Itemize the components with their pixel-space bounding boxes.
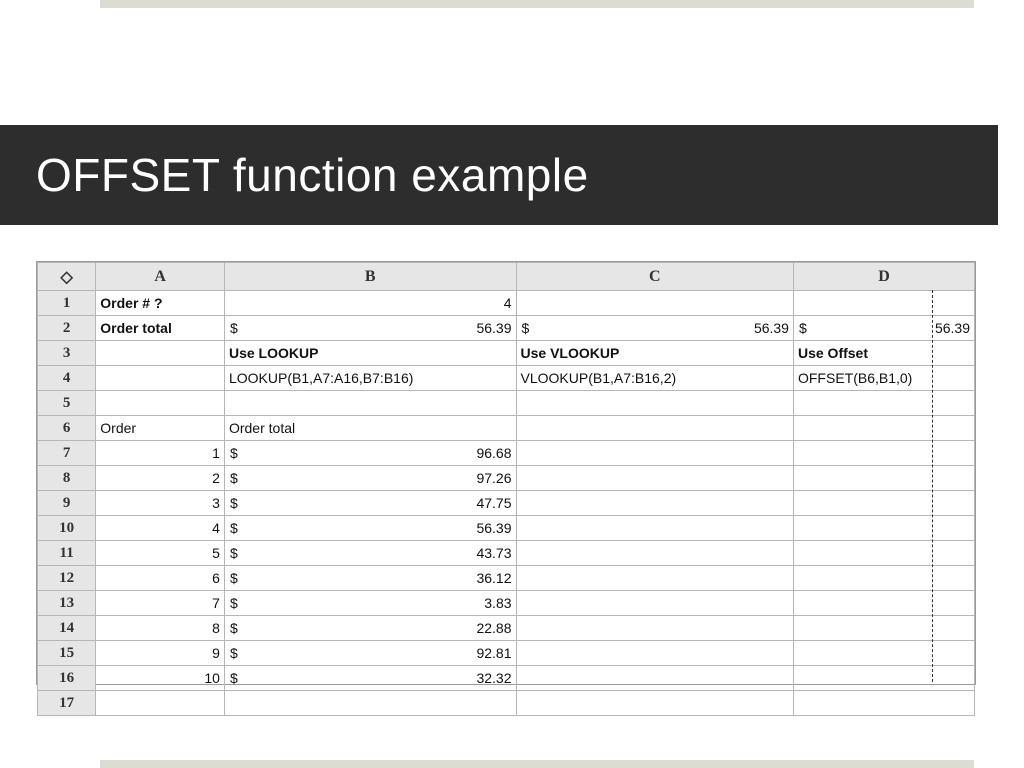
- spreadsheet-screenshot: [36, 261, 976, 711]
- row-header-15[interactable]: 15: [38, 641, 96, 666]
- cell-B14[interactable]: [224, 616, 516, 641]
- cell-B5[interactable]: [224, 391, 516, 416]
- currency-symbol: $: [229, 570, 238, 586]
- cell-C10[interactable]: [516, 516, 793, 541]
- currency-symbol: $: [229, 495, 238, 511]
- table-row: [38, 291, 975, 316]
- cell-A2[interactable]: Order total: [96, 316, 225, 341]
- currency-symbol: $: [229, 320, 238, 336]
- currency-symbol: $: [229, 520, 238, 536]
- row-header-14[interactable]: 14: [38, 616, 96, 641]
- cell-B12[interactable]: [224, 566, 516, 591]
- row-header-16[interactable]: 16: [38, 666, 96, 691]
- cell-A3[interactable]: [96, 341, 225, 366]
- row-header-13[interactable]: 13: [38, 591, 96, 616]
- currency-value: 47.75: [476, 495, 512, 511]
- cell-D10[interactable]: [793, 516, 974, 541]
- currency-symbol: $: [229, 470, 238, 486]
- cell-A4[interactable]: [96, 366, 225, 391]
- currency-symbol: $: [229, 545, 238, 561]
- table-row: [38, 441, 975, 466]
- table-row: [38, 541, 975, 566]
- currency-value: 56.39: [476, 320, 512, 336]
- cell-B11[interactable]: [224, 541, 516, 566]
- cell-D15[interactable]: [793, 641, 974, 666]
- cell-B8[interactable]: [224, 466, 516, 491]
- table-row: [38, 641, 975, 666]
- cell-B6[interactable]: Order total: [224, 416, 516, 441]
- column-header-c[interactable]: C: [516, 263, 793, 291]
- currency-value: 97.26: [476, 470, 512, 486]
- cell-B16[interactable]: [224, 666, 516, 691]
- cell-C15[interactable]: [516, 641, 793, 666]
- row-header-11[interactable]: 11: [38, 541, 96, 566]
- table-row-partial: [38, 691, 975, 716]
- table-row: [38, 591, 975, 616]
- cell-D6[interactable]: [793, 416, 974, 441]
- currency-value: 22.88: [476, 620, 512, 636]
- table-row: [38, 516, 975, 541]
- cell-C3[interactable]: Use VLOOKUP: [516, 341, 793, 366]
- cell-C8[interactable]: [516, 466, 793, 491]
- cell-C7[interactable]: [516, 441, 793, 466]
- table-row: [38, 566, 975, 591]
- cell-D12[interactable]: [793, 566, 974, 591]
- row-header-8[interactable]: 8: [38, 466, 96, 491]
- cell-D4[interactable]: OFFSET(B6,B1,0): [793, 366, 974, 391]
- cell-D13[interactable]: [793, 591, 974, 616]
- row-header-3[interactable]: 3: [38, 341, 96, 366]
- table-row: [38, 616, 975, 641]
- cell-C9[interactable]: [516, 491, 793, 516]
- cell-D5[interactable]: [793, 391, 974, 416]
- currency-value: 56.39: [934, 320, 970, 336]
- table-row: [38, 416, 975, 441]
- currency-symbol: $: [229, 445, 238, 461]
- cell-C12[interactable]: [516, 566, 793, 591]
- decorative-bar-bottom: [100, 760, 974, 768]
- currency-symbol: $: [229, 620, 238, 636]
- cell-C11[interactable]: [516, 541, 793, 566]
- column-header-row: [38, 263, 975, 291]
- currency-value: 36.12: [476, 570, 512, 586]
- cell-A6[interactable]: Order: [96, 416, 225, 441]
- currency-symbol: $: [229, 595, 238, 611]
- cell-A13[interactable]: 7: [96, 591, 225, 616]
- cell-B1[interactable]: 4: [224, 291, 516, 316]
- currency-symbol: $: [229, 670, 238, 686]
- cell-A8[interactable]: 2: [96, 466, 225, 491]
- cell-D3[interactable]: Use Offset: [793, 341, 974, 366]
- cell-A1[interactable]: Order # ?: [96, 291, 225, 316]
- cell-C16[interactable]: [516, 666, 793, 691]
- cell-B9[interactable]: [224, 491, 516, 516]
- row-header-12[interactable]: 12: [38, 566, 96, 591]
- row-header-5[interactable]: 5: [38, 391, 96, 416]
- cell-A17[interactable]: [96, 691, 225, 716]
- currency-value: 96.68: [476, 445, 512, 461]
- cell-B4[interactable]: LOOKUP(B1,A7:A16,B7:B16): [224, 366, 516, 391]
- row-header-10[interactable]: 10: [38, 516, 96, 541]
- cell-B3[interactable]: Use LOOKUP: [224, 341, 516, 366]
- cell-D9[interactable]: [793, 491, 974, 516]
- cell-D16[interactable]: [793, 666, 974, 691]
- row-header-2[interactable]: 2: [38, 316, 96, 341]
- cell-D7[interactable]: [793, 441, 974, 466]
- cell-A14[interactable]: 8: [96, 616, 225, 641]
- spreadsheet-grid: [37, 262, 975, 716]
- cell-C13[interactable]: [516, 591, 793, 616]
- currency-value: 56.39: [753, 320, 789, 336]
- cell-A15[interactable]: 9: [96, 641, 225, 666]
- cell-A5[interactable]: [96, 391, 225, 416]
- cell-B10[interactable]: [224, 516, 516, 541]
- cell-C5[interactable]: [516, 391, 793, 416]
- cell-D2[interactable]: [793, 316, 974, 341]
- print-area-boundary: [932, 290, 933, 682]
- currency-value: 92.81: [476, 645, 512, 661]
- page-title: OFFSET function example: [36, 149, 589, 201]
- cell-A7[interactable]: 1: [96, 441, 225, 466]
- column-header-b[interactable]: B: [224, 263, 516, 291]
- table-row: [38, 341, 975, 366]
- row-header-9[interactable]: 9: [38, 491, 96, 516]
- cell-A9[interactable]: 3: [96, 491, 225, 516]
- row-header-6[interactable]: 6: [38, 416, 96, 441]
- cell-C17[interactable]: [516, 691, 793, 716]
- row-header-4[interactable]: 4: [38, 366, 96, 391]
- cell-C2[interactable]: [516, 316, 793, 341]
- cell-D17[interactable]: [793, 691, 974, 716]
- cell-B17[interactable]: [224, 691, 516, 716]
- table-row: [38, 666, 975, 691]
- cell-C6[interactable]: [516, 416, 793, 441]
- cell-D14[interactable]: [793, 616, 974, 641]
- table-row: [38, 466, 975, 491]
- cell-C4[interactable]: VLOOKUP(B1,A7:B16,2): [516, 366, 793, 391]
- cell-A12[interactable]: 6: [96, 566, 225, 591]
- cell-B2[interactable]: [224, 316, 516, 341]
- currency-symbol: $: [521, 320, 530, 336]
- table-row: [38, 391, 975, 416]
- cell-A11[interactable]: 5: [96, 541, 225, 566]
- column-header-d[interactable]: D: [793, 263, 974, 291]
- cell-B13[interactable]: [224, 591, 516, 616]
- table-row: [38, 366, 975, 391]
- cell-A10[interactable]: 4: [96, 516, 225, 541]
- cell-D1[interactable]: [793, 291, 974, 316]
- table-row: [38, 316, 975, 341]
- cell-C14[interactable]: [516, 616, 793, 641]
- cell-B15[interactable]: [224, 641, 516, 666]
- currency-value: 43.73: [476, 545, 512, 561]
- row-header-17[interactable]: 17: [38, 691, 96, 716]
- currency-value: 56.39: [476, 520, 512, 536]
- decorative-bar-top: [100, 0, 974, 8]
- currency-symbol: $: [798, 320, 807, 336]
- cell-A16[interactable]: 10: [96, 666, 225, 691]
- cell-D8[interactable]: [793, 466, 974, 491]
- row-header-1[interactable]: 1: [38, 291, 96, 316]
- cell-C1[interactable]: [516, 291, 793, 316]
- cell-D11[interactable]: [793, 541, 974, 566]
- column-header-a[interactable]: A: [96, 263, 225, 291]
- row-header-7[interactable]: 7: [38, 441, 96, 466]
- currency-value: 3.83: [484, 595, 512, 611]
- cell-B7[interactable]: [224, 441, 516, 466]
- table-row: [38, 491, 975, 516]
- currency-symbol: $: [229, 645, 238, 661]
- currency-value: 32.32: [476, 670, 512, 686]
- select-all-icon[interactable]: ◇: [38, 263, 96, 291]
